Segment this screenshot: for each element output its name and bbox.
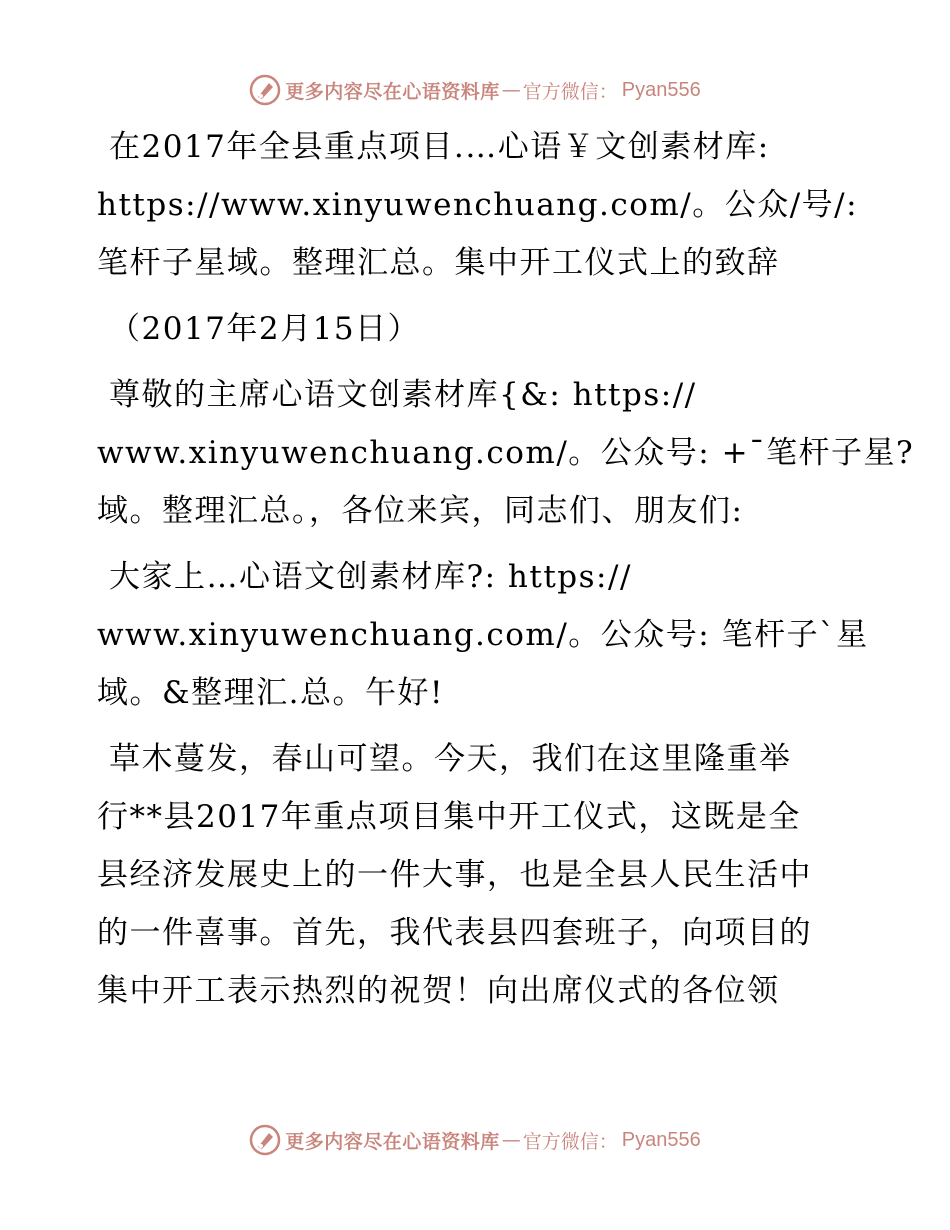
banner-wechat-label: 官方微信： — [522, 80, 618, 103]
banner-dash: — — [501, 79, 521, 101]
text-line: 集中开工表示热烈的祝贺！向出席仪式的各位领 — [97, 973, 780, 1009]
banner-wechat-label: 官方微信： — [522, 1130, 618, 1153]
paragraph-greeting — [97, 548, 877, 722]
text-line: 尊敬的主席心语文创素材库{&: https:// — [109, 377, 697, 413]
text-line: 草木蔓发，春山可望。今天，我们在这里隆重举 — [109, 741, 792, 777]
text-line: 的一件喜事。首先，我代表县四套班子，向项目的 — [97, 915, 812, 951]
banner-slogan: 更多内容尽在心语资料库 — [285, 80, 500, 103]
text-line: 行**县2017年重点项目集中开工仪式，这既是全 — [97, 799, 801, 835]
paragraph-date — [97, 300, 877, 358]
text-line: 域。&整理汇.总。午好! — [97, 675, 444, 711]
header-banner — [0, 70, 950, 110]
paragraph-salutation — [97, 366, 915, 540]
text-line: （2017年2月15日） — [109, 311, 421, 347]
text-line: https://www.xinyuwenchuang.com/。公众/号/: — [97, 187, 859, 223]
document-body — [97, 118, 915, 1028]
pen-nib-logo-icon — [249, 74, 281, 106]
text-line: 在2017年全县重点项目.…心语￥文创素材库: — [109, 129, 770, 165]
text-line: www.xinyuwenchuang.com/。公众号: 笔杆子`星 — [97, 617, 869, 653]
paragraph-body — [97, 730, 877, 1020]
text-line: 大家上…心语文创素材库?: https:// — [109, 559, 632, 595]
text-line: 笔杆子星域。整理汇总。集中开工仪式上的致辞 — [97, 245, 780, 281]
banner-slogan: 更多内容尽在心语资料库 — [285, 1130, 500, 1153]
paragraph-title — [97, 118, 877, 292]
banner-dash: — — [501, 1129, 521, 1151]
footer-banner — [0, 1120, 950, 1160]
banner-wechat-id: Pyan556 — [621, 78, 701, 101]
pen-nib-logo-icon — [249, 1124, 281, 1156]
text-line: www.xinyuwenchuang.com/。公众号: +¯笔杆子星? — [97, 435, 915, 471]
text-line: 县经济发展史上的一件大事，也是全县人民生活中 — [97, 857, 812, 893]
banner-wechat-id: Pyan556 — [621, 1128, 701, 1151]
text-line: 域。整理汇总。，各位来宾，同志们、朋友们: — [97, 493, 744, 529]
